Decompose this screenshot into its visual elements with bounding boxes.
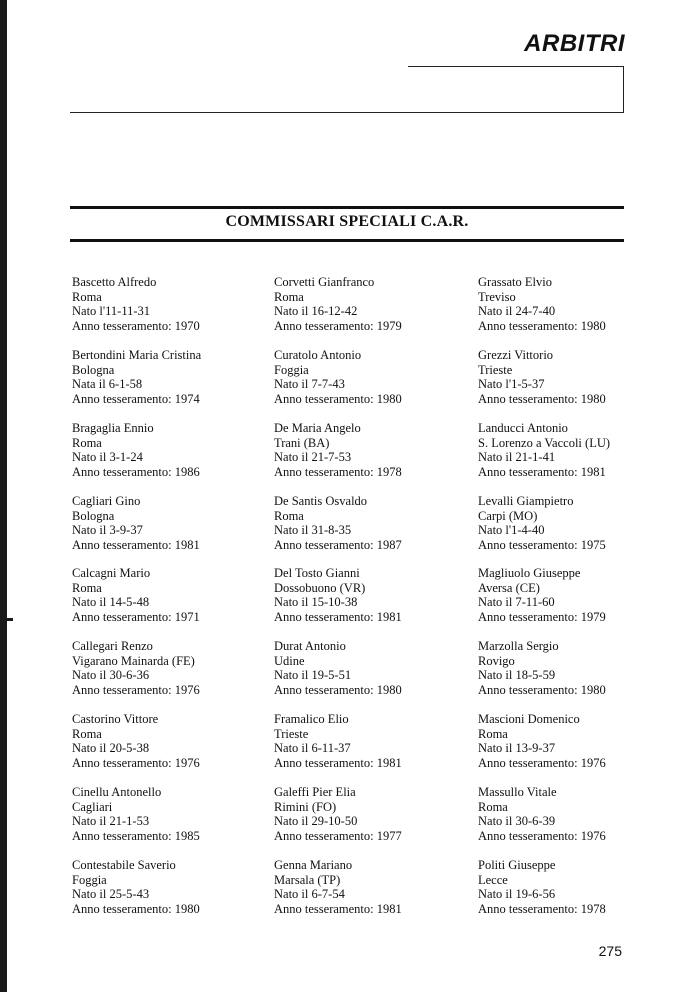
referee-entry <box>274 639 402 697</box>
referee-name: Mascioni Domenico <box>478 712 580 726</box>
referee-birth: Nato il 19-6-56 <box>478 887 556 902</box>
referee-membership-year: Anno tesseramento: 1986 <box>72 464 200 479</box>
referee-membership-year: Anno tesseramento: 1981 <box>478 464 606 479</box>
referee-name: Landucci Antonio <box>478 421 568 435</box>
referee-birth: Nato il 7-11-60 <box>478 595 555 610</box>
referee-entry <box>72 785 200 843</box>
referee-city: Bologna <box>72 508 115 523</box>
referee-name: Durat Antonio <box>274 639 346 653</box>
referee-entry <box>274 566 402 624</box>
referee-membership-year: Anno tesseramento: 1980 <box>274 391 402 406</box>
referee-membership-year: Anno tesseramento: 1976 <box>478 828 606 843</box>
referee-entry <box>72 858 200 916</box>
referee-entry <box>274 785 402 843</box>
referee-birth: Nato il 30-6-39 <box>478 814 556 829</box>
referee-city: Roma <box>274 508 304 523</box>
referee-name: Galeffi Pier Elia <box>274 785 356 799</box>
referee-name: Curatolo Antonio <box>274 348 362 362</box>
referee-city: Foggia <box>274 362 309 377</box>
referee-birth: Nata il 6-1-58 <box>72 377 143 392</box>
referee-entry <box>274 858 402 916</box>
referee-birth: Nato il 25-5-43 <box>72 887 150 902</box>
referee-entry <box>478 858 606 916</box>
referee-birth: Nato il 16-12-42 <box>274 304 358 319</box>
referee-birth: Nato il 15-10-38 <box>274 595 358 610</box>
referee-birth: Nato il 14-5-48 <box>72 595 150 610</box>
referee-name: Cinellu Antonello <box>72 785 162 799</box>
referee-name: Grezzi Vittorio <box>478 348 554 362</box>
referee-membership-year: Anno tesseramento: 1980 <box>478 682 606 697</box>
referee-city: Aversa (CE) <box>478 580 540 595</box>
referee-name: Contestabile Saverio <box>72 858 176 872</box>
referee-birth: Nato il 7-7-43 <box>274 377 345 392</box>
referee-birth: Nato il 31-8-35 <box>274 523 352 538</box>
referee-entry <box>478 494 606 552</box>
referee-entry <box>274 348 402 406</box>
referee-entry <box>478 421 610 479</box>
referee-name: Politi Giuseppe <box>478 858 556 872</box>
referee-name: De Maria Angelo <box>274 421 361 435</box>
referee-birth: Nato il 29-10-50 <box>274 814 358 829</box>
referee-name: Corvetti Gianfranco <box>274 275 375 289</box>
referee-birth: Nato il 21-1-41 <box>478 450 556 465</box>
referee-birth: Nato il 6-7-54 <box>274 887 345 902</box>
referee-membership-year: Anno tesseramento: 1978 <box>274 464 402 479</box>
referee-city: Dossobuono (VR) <box>274 580 366 595</box>
referee-city: Foggia <box>72 872 107 887</box>
referee-birth: Nato il 18-5-59 <box>478 668 556 683</box>
referee-membership-year: Anno tesseramento: 1981 <box>72 537 200 552</box>
referee-birth: Nato l'1-4-40 <box>478 523 545 538</box>
referee-membership-year: Anno tesseramento: 1976 <box>478 755 606 770</box>
referee-city: Marsala (TP) <box>274 872 341 887</box>
referee-city: Bologna <box>72 362 115 377</box>
referee-name: Bertondini Maria Cristina <box>72 348 202 362</box>
referee-name: Callegari Renzo <box>72 639 153 653</box>
referee-birth: Nato il 24-7-40 <box>478 304 556 319</box>
section-rule-top <box>70 206 624 209</box>
referee-birth: Nato il 6-11-37 <box>274 741 351 756</box>
header-bracket-right <box>623 66 624 113</box>
referee-membership-year: Anno tesseramento: 1980 <box>72 901 200 916</box>
referee-name: Marzolla Sergio <box>478 639 559 653</box>
referee-city: Roma <box>72 580 102 595</box>
referee-city: Lecce <box>478 872 508 887</box>
referee-membership-year: Anno tesseramento: 1977 <box>274 828 402 843</box>
referee-entry <box>478 785 606 843</box>
header-rule <box>70 112 624 113</box>
referee-entry <box>478 566 606 624</box>
referee-name: Bascetto Alfredo <box>72 275 157 289</box>
binding-mark <box>7 618 13 621</box>
referee-name: Castorino Vittore <box>72 712 159 726</box>
referee-birth: Nato il 30-6-36 <box>72 668 150 683</box>
referee-membership-year: Anno tesseramento: 1970 <box>72 318 200 333</box>
referee-birth: Nato il 13-9-37 <box>478 741 556 756</box>
referee-birth: Nato l'1-5-37 <box>478 377 545 392</box>
referee-entry <box>72 275 200 333</box>
referee-city: Rovigo <box>478 653 515 668</box>
referee-city: S. Lorenzo a Vaccoli (LU) <box>478 435 611 450</box>
referee-name: Del Tosto Gianni <box>274 566 360 580</box>
referee-membership-year: Anno tesseramento: 1976 <box>72 682 200 697</box>
referee-membership-year: Anno tesseramento: 1980 <box>478 391 606 406</box>
referee-entry <box>72 639 200 697</box>
referee-name: Framalico Elio <box>274 712 349 726</box>
referee-entry <box>478 275 606 333</box>
referee-name: Cagliari Gino <box>72 494 141 508</box>
referee-membership-year: Anno tesseramento: 1981 <box>274 755 402 770</box>
referee-name: Bragaglia Ennio <box>72 421 154 435</box>
referee-birth: Nato il 21-7-53 <box>274 450 352 465</box>
referee-membership-year: Anno tesseramento: 1987 <box>274 537 402 552</box>
referee-name: De Santis Osvaldo <box>274 494 368 508</box>
referee-birth: Nato il 20-5-38 <box>72 741 150 756</box>
referee-entry <box>72 348 201 406</box>
referee-birth: Nato il 3-9-37 <box>72 523 143 538</box>
referee-membership-year: Anno tesseramento: 1981 <box>274 609 402 624</box>
referee-name: Calcagni Mario <box>72 566 151 580</box>
referee-membership-year: Anno tesseramento: 1980 <box>478 318 606 333</box>
referee-city: Roma <box>72 289 102 304</box>
referee-birth: Nato il 21-1-53 <box>72 814 150 829</box>
section-rule-bottom <box>70 239 624 242</box>
referee-city: Rimini (FO) <box>274 799 337 814</box>
referee-entry <box>72 566 200 624</box>
referee-entry <box>72 712 200 770</box>
referee-entry <box>274 494 402 552</box>
referee-membership-year: Anno tesseramento: 1979 <box>478 609 606 624</box>
referee-city: Udine <box>274 653 305 668</box>
referee-name: Genna Mariano <box>274 858 353 872</box>
referee-city: Roma <box>274 289 304 304</box>
referee-list <box>72 275 632 925</box>
referee-entry <box>72 421 200 479</box>
referee-name: Levalli Giampietro <box>478 494 574 508</box>
referee-membership-year: Anno tesseramento: 1976 <box>72 755 200 770</box>
referee-membership-year: Anno tesseramento: 1978 <box>478 901 606 916</box>
referee-city: Roma <box>478 799 508 814</box>
referee-city: Trani (BA) <box>274 435 330 450</box>
referee-city: Carpi (MO) <box>478 508 538 523</box>
referee-city: Trieste <box>478 362 513 377</box>
referee-name: Grassato Elvio <box>478 275 552 289</box>
referee-entry <box>478 639 606 697</box>
referee-entry <box>274 712 402 770</box>
referee-membership-year: Anno tesseramento: 1980 <box>274 682 402 697</box>
referee-membership-year: Anno tesseramento: 1981 <box>274 901 402 916</box>
referee-name: Magliuolo Giuseppe <box>478 566 581 580</box>
referee-entry <box>274 421 402 479</box>
referee-city: Roma <box>72 726 102 741</box>
referee-birth: Nato il 19-5-51 <box>274 668 352 683</box>
referee-membership-year: Anno tesseramento: 1979 <box>274 318 402 333</box>
referee-city: Cagliari <box>72 799 113 814</box>
header-bracket-top <box>408 66 624 67</box>
referee-membership-year: Anno tesseramento: 1971 <box>72 609 200 624</box>
page-number: 275 <box>598 943 622 959</box>
referee-entry <box>478 712 606 770</box>
referee-membership-year: Anno tesseramento: 1985 <box>72 828 200 843</box>
referee-entry <box>478 348 606 406</box>
referee-entry <box>274 275 402 333</box>
referee-city: Vigarano Mainarda (FE) <box>72 653 195 668</box>
referee-city: Roma <box>478 726 508 741</box>
section-title: COMMISSARI SPECIALI C.A.R. <box>225 213 469 230</box>
referee-city: Treviso <box>478 289 516 304</box>
page-header-title: ARBITRI <box>524 30 625 57</box>
referee-membership-year: Anno tesseramento: 1974 <box>72 391 200 406</box>
referee-membership-year: Anno tesseramento: 1975 <box>478 537 606 552</box>
referee-birth: Nato il 3-1-24 <box>72 450 143 465</box>
referee-city: Roma <box>72 435 102 450</box>
referee-entry <box>72 494 200 552</box>
referee-name: Massullo Vitale <box>478 785 557 799</box>
binding-edge <box>0 0 7 992</box>
referee-city: Trieste <box>274 726 309 741</box>
referee-birth: Nato l'11-11-31 <box>72 304 151 319</box>
